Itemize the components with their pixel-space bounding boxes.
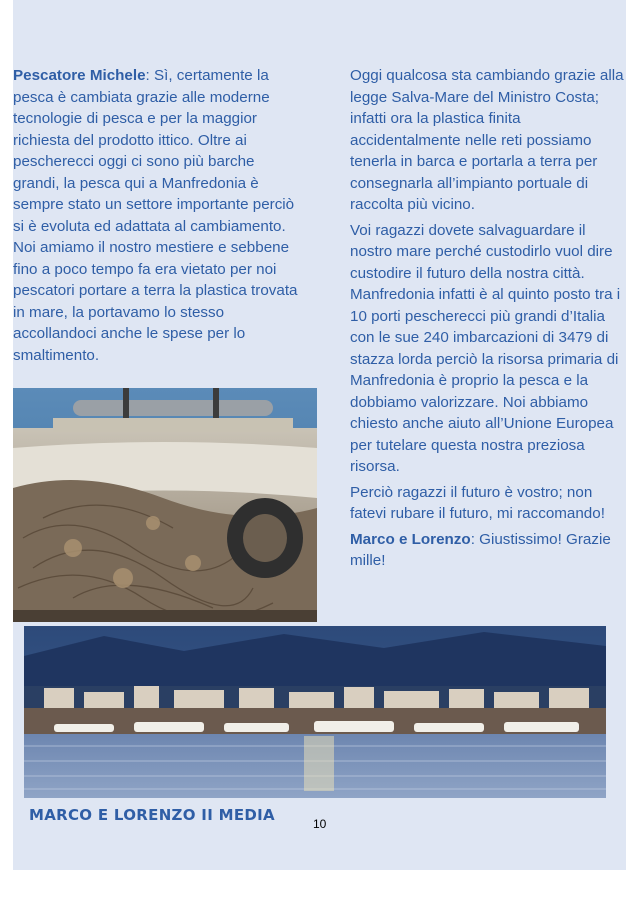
right-paragraph-2: Voi ragazzi dovete salvaguardare il nostro mare perché custodirlo vuol dire custodire il futuro della nostra città. Manfredonia infatti è al quinto posto tra i 10 porti pescherecci più grandi d’Italia con le sue 240 imbarcazioni di 3479 di stazza lorda perciò la risorsa primaria di Manfredonia è proprio la pesca e la dobbiamo valorizzare. Noi abbiamo chiesto anche aiuto all’Unione Europea per tutelare questa nostra preziosa risorsa.	[350, 221, 621, 475]
left-paragraph	[13, 65, 303, 366]
michele-answer: : Sì, certamente la pesca è cambiata grazie alle moderne tecnologie di pesca e per la maggior richiesta del prodotto ittico. Oltre ai pescherecci oggi ci sono più barche grandi, la pesca qui a Manfredonia è sempre stato un settore importante perciò si è evoluta ed adattata al cambiamento. Noi amiamo il nostro mestiere e sebbene fino a poco tempo fa era vietato per noi pescatori portare a terra la plastica trovata in mare, la portavamo lo stesso accollandoci anche le spese per lo smaltimento.	[13, 67, 298, 364]
speaker-michele: Pescatore Michele	[13, 67, 146, 84]
manfredonia-harbor-photo	[24, 626, 606, 798]
right-paragraph-closing	[345, 529, 625, 572]
right-paragraph-3: Perciò ragazzi il futuro è vostro; non fatevi rubare il futuro, mi raccomando!	[350, 483, 605, 522]
page-number: 10	[313, 817, 327, 831]
left-column	[13, 65, 303, 366]
fishing-boat-plastic-photo	[13, 388, 317, 622]
closing-text: : Giustissimo! Grazie mille!	[350, 530, 611, 569]
right-column	[345, 65, 625, 572]
speaker-marco-lorenzo: Marco e Lorenzo	[350, 530, 471, 548]
footer-title: MARCO E LORENZO II MEDIA	[29, 806, 275, 824]
right-paragraph-1: Oggi qualcosa sta cambiando grazie alla legge Salva-Mare del Ministro Costa; infatti ora la plastica finita accidentalmente nelle reti possiamo tenerla in barca e portarla a terra per consegnarla all’impianto portuale di raccolta più vicino.	[350, 67, 624, 213]
